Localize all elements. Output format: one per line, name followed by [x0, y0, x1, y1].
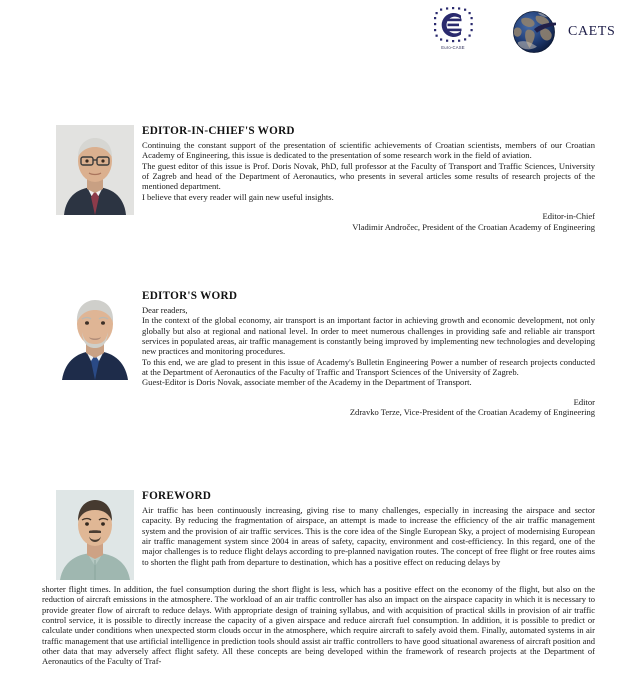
- editor-signoff-name: Zdravko Terze, Vice-President of the Croatian Academy of Engineering: [349, 407, 595, 418]
- editor-in-chief-signoff-name: Vladimir Andročec, President of the Croatian Academy of Engineering: [352, 221, 595, 232]
- editor-in-chief-title: EDITOR-IN-CHIEF'S WORD: [142, 125, 295, 137]
- editor-in-chief-paragraph-1: Continuing the constant support of the presentation of scientific achievements of Croatian scientists, members of our Croatian Academy of Engineering, this issue is dedicated to the presentation of some research work in the field of aviation.: [142, 140, 595, 161]
- editor-in-chief-paragraph-2: The guest editor of this issue is Prof. Doris Novak, PhD, full professor at the Faculty of Transport and Traffic Sciences, University of Zagreb and head of the Department of Aeronautics, who presents in several articles some results of research projects of the mentioned department.: [142, 160, 595, 192]
- foreword-content: [142, 490, 595, 567]
- editor-in-chief-content: [142, 125, 595, 232]
- editor-signoff: [142, 397, 595, 418]
- eurocase-logo-caption: Euro-CASE: [441, 45, 465, 50]
- foreword-paragraph-indented: Air traffic has been continuously increasing, giving rise to many challenges, especially in increasing the airspace and sector capacity. By reducing the fragmentation of airspace, an attempt is made to increase the efficiency of the air traffic management system and the provision of air traffic services. This is the core idea of the Single European Sky, a project of modernising European air traffic management system since 2004 in areas of safety, capacity, environment and cost-efficiency. In this regard, one of the major challenges is to reduce flight delays according to pre-planned navigation routes. The concept of free flight or free routes aims to shorten the flight path from departure to destination, which has a positive effect on reducing delays by: [142, 505, 595, 567]
- portrait-editor: [56, 290, 134, 380]
- editor-signoff-role: Editor: [573, 396, 595, 407]
- eurocase-logo: [427, 6, 479, 56]
- masthead-logos: [0, 0, 637, 70]
- editor-paragraph-3: Guest-Editor is Doris Novak, associate member of the Academy in the Department of Transport.: [142, 377, 472, 388]
- caets-globe-icon: [512, 10, 556, 54]
- editor-title: EDITOR'S WORD: [142, 290, 238, 302]
- foreword-content-wide: [42, 584, 595, 667]
- portrait-editor-in-chief: [56, 125, 134, 215]
- editor-in-chief-signoff: [142, 211, 595, 232]
- editor-paragraph-1: In the context of the global economy, air transport is an important factor in achieving growth and economic development, not only globally but also at regional and national level. In order to meet numerous challenges in providing safe and reliable air transport services in populated areas, air traffic management is constantly being improved by implementing new technologies and developing new practices and monitoring procedures.: [142, 315, 595, 357]
- eurocase-logo-icon: [427, 6, 479, 44]
- caets-logo: [512, 10, 616, 54]
- caets-logo-text: CAETS: [568, 24, 616, 39]
- editor-in-chief-signoff-role: Editor-in-Chief: [542, 211, 595, 222]
- editor-content: [142, 290, 595, 418]
- portrait-foreword: [56, 490, 134, 580]
- editor-salutation: Dear readers,: [142, 305, 188, 315]
- editor-paragraph-2: To this end, we are glad to present in this issue of Academy's Bulletin Engineering Power a number of research projects conducted at the Department of Aeronautics of the Faculty of Traffic and Transport Sciences of the University of Zagreb.: [142, 356, 595, 378]
- foreword-paragraph-wide: shorter flight times. In addition, the fuel consumption during the short flight is less, which has a positive effect on the economy of the flight, but also on the reduction of aircraft emissions in the atmosphere. The workload of an air traffic controller has also an impact on the airspace capacity in which it is necessary to provide greater flow of aircraft to reduce delays. With appropriate design of training syllabus, and with acquisition of practical skills in provision of air traffic control service, it is possible to directly increase the capacity of a given airspace and reduce aircraft fuel consumption. In addition, it is possible to predict or calculate under conditions when unexpected storm clouds occur in the atmosphere, which require aircraft to safely avoid them. Finally, automated systems in air traffic management that use artificial intelligence in prediction tools should assist air traffic controllers to have good situational awareness of aircraft position and other data that may adversely affect flight safety. All these concepts are being developed within the framework of research projects at the Department of Aeronautics of the Faculty of Traf-: [42, 584, 595, 667]
- foreword-title: FOREWORD: [142, 490, 212, 502]
- editor-in-chief-paragraph-3: I believe that every reader will gain new useful insights.: [142, 191, 334, 202]
